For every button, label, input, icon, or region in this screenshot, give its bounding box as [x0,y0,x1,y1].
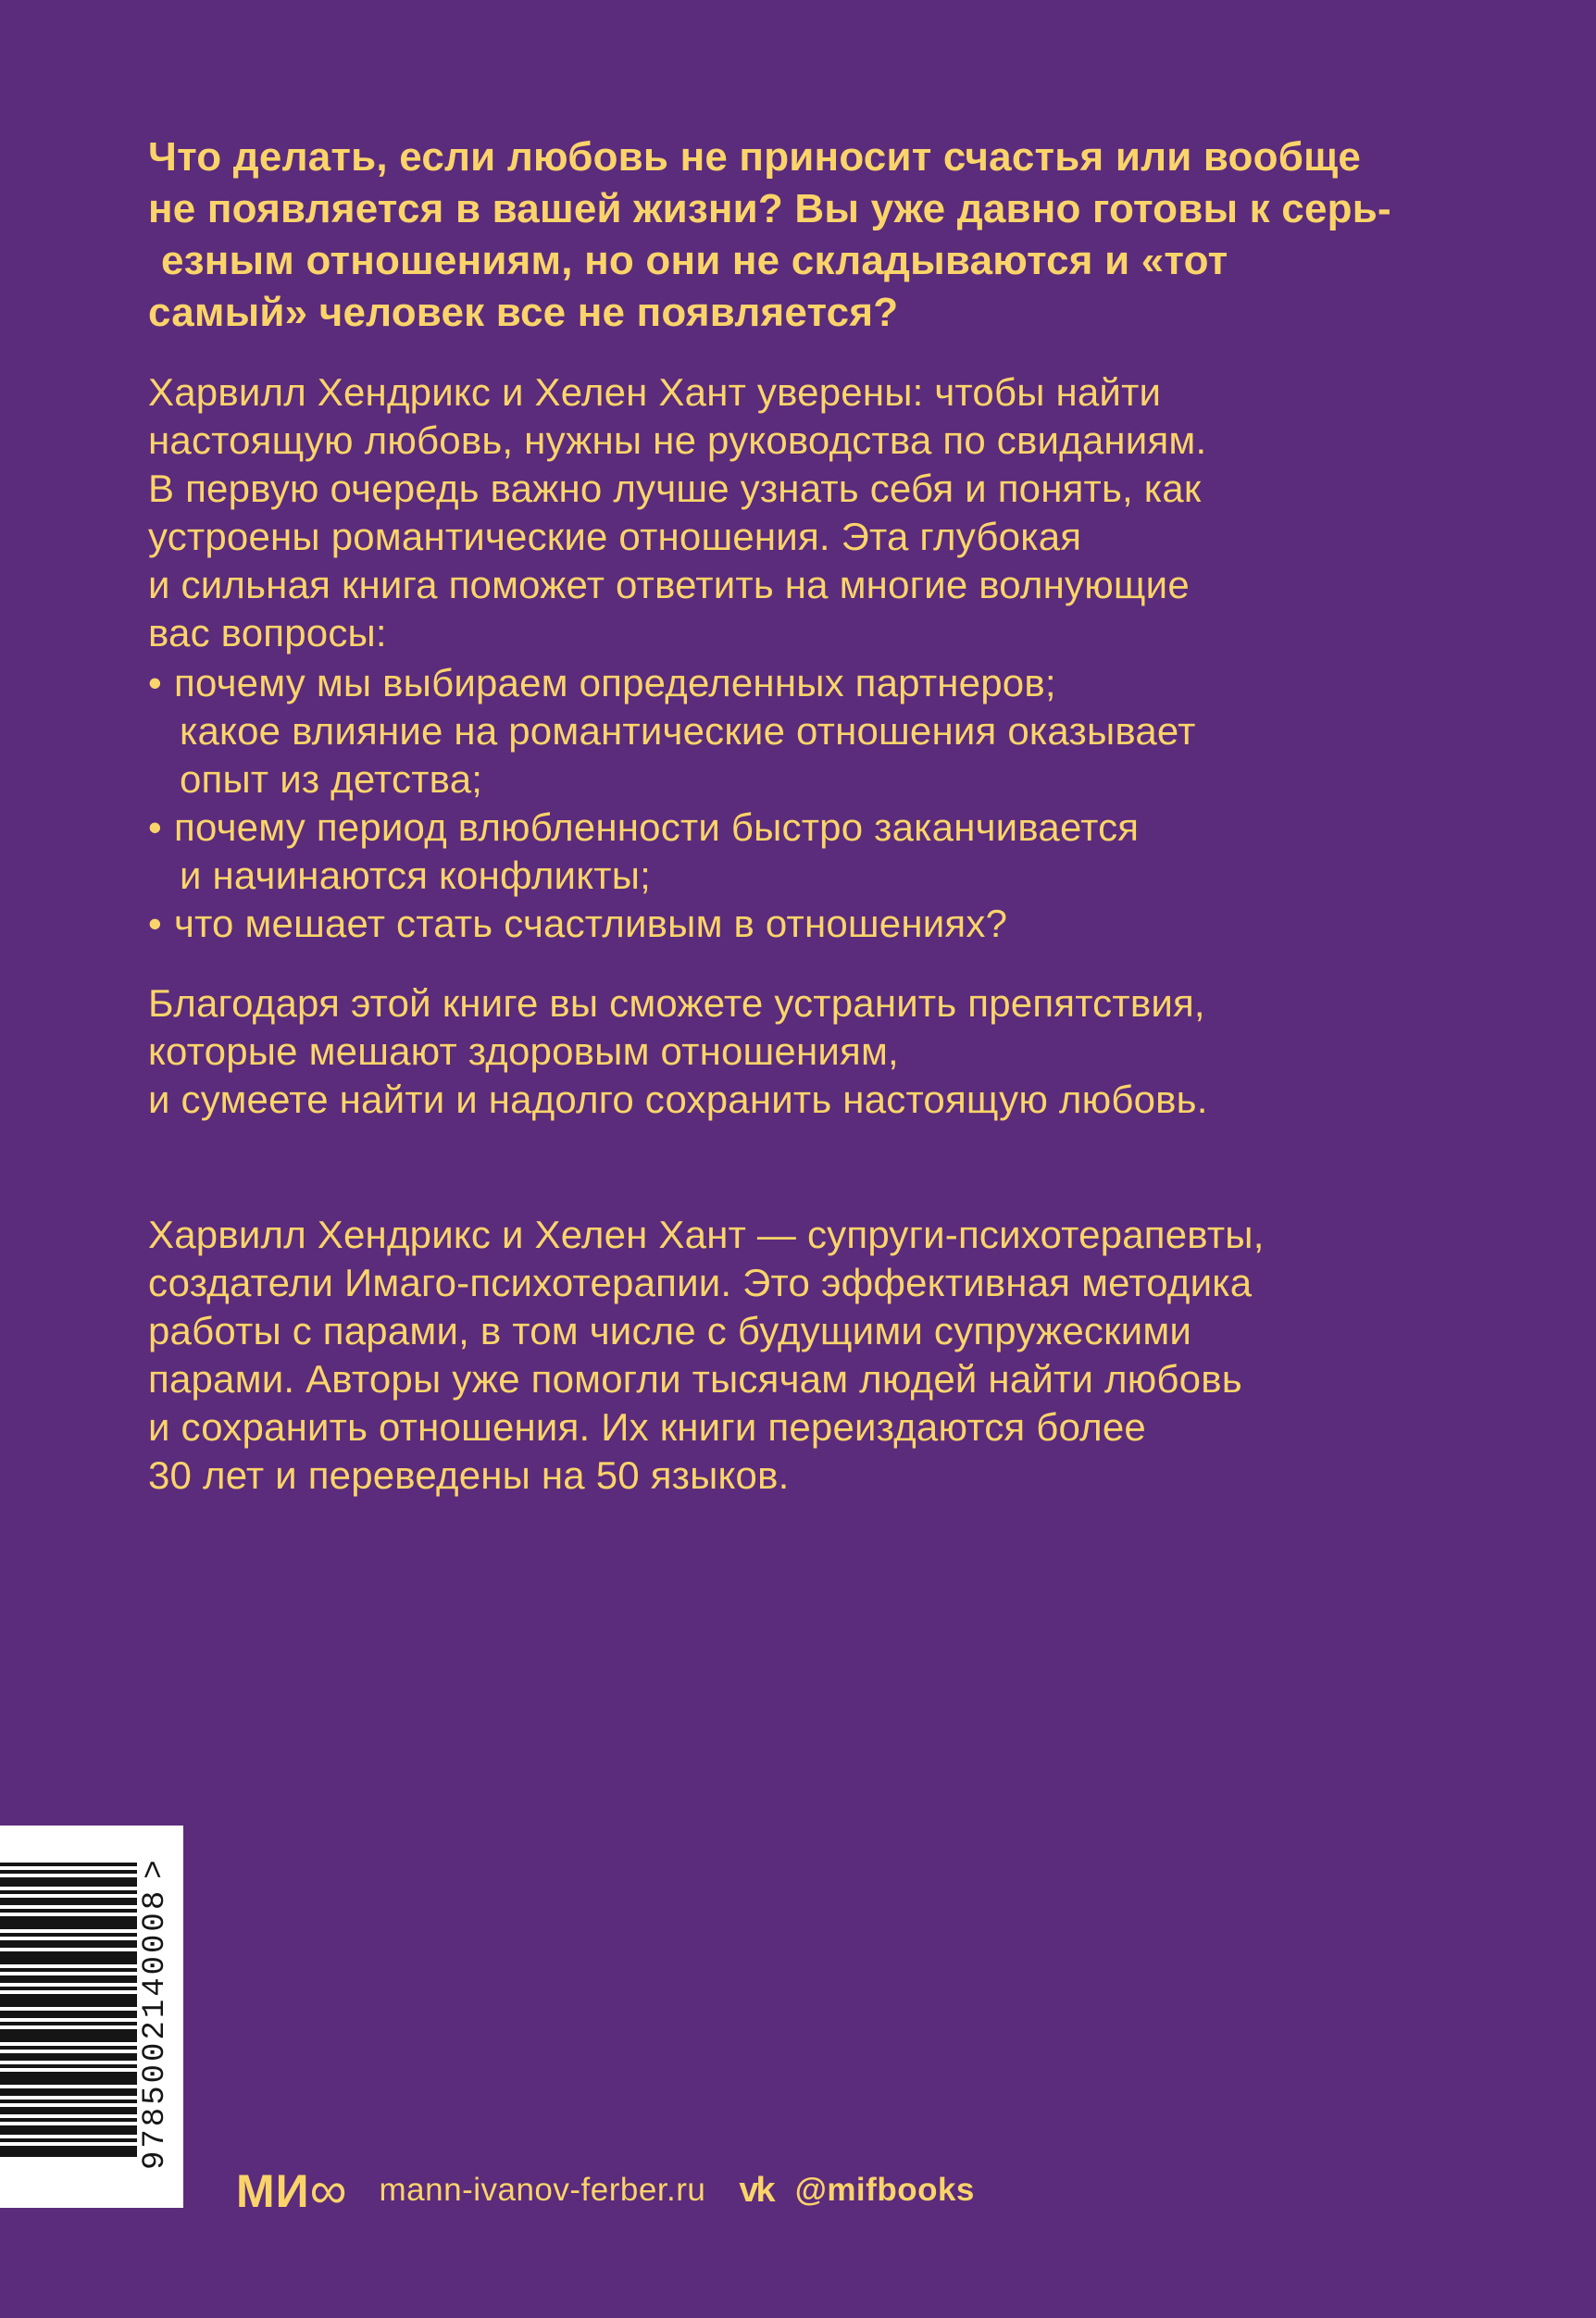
barcode-number [135,1860,176,2170]
closing-line: которые мешают здоровым отношениям, [148,1029,899,1073]
bio-line: парами. Авторы уже помогли тысячам людей найти любовь [148,1357,1242,1401]
bullet-line: опыт из детства; [180,757,483,801]
bio-line: работы с парами, в том числе с будущими супружескими [148,1309,1192,1352]
bullet-list [148,659,1196,948]
barcode-bars [0,1863,137,2157]
bullet-marker-icon: • [148,902,162,945]
bullet-item [148,900,1196,948]
barcode-arrow-icon: > [138,1860,173,1879]
intro-paragraph [148,368,1206,657]
closing-line: Благодаря этой книге вы сможете устранить препятствия, [148,981,1205,1025]
bio-line: и сохранить отношения. Их книги переиздаются более [148,1405,1146,1449]
publisher-site-url[interactable]: mann-ivanov-ferber.ru [379,2172,706,2208]
intro-line: и сильная книга поможет ответить на многие волнующие [148,563,1190,606]
vk-icon[interactable]: vk [739,2171,773,2210]
intro-line: настоящую любовь, нужны не руководства по свиданиям. [148,418,1207,462]
intro-line: В первую очередь важно лучше узнать себя и понять, как [148,467,1202,510]
bio-line: Харвилл Хендрикс и Хелен Хант — супруги-психотерапевты, [148,1213,1265,1256]
bio-line: создатели Имаго-психотерапии. Это эффективная методика [148,1261,1253,1304]
bullet-line: почему мы выбираем определенных партнеров; [174,661,1056,704]
intro-line: устроены романтические отношения. Эта глубокая [148,515,1082,558]
bullet-item [148,659,1196,804]
closing-paragraph [148,979,1208,1124]
headline [148,131,1391,339]
headline-line: самый» человек все не появляется? [148,290,899,335]
footer [236,2160,975,2219]
headline-line: езным отношениям, но они не складываются и «тот [161,238,1228,283]
bio-line: 30 лет и переведены на 50 языков. [148,1453,790,1497]
headline-line: не появляется в вашей жизни? Вы уже давно готовы к серь- [148,186,1391,231]
intro-line: Харвилл Хендрикс и Хелен Хант уверены: чтобы найти [148,370,1162,414]
barcode-digits: 9785002140008 [138,1888,173,2170]
vk-handle[interactable]: @mifbooks [794,2172,975,2208]
infinity-icon: ∞ [309,2160,348,2219]
closing-line: и сумеете найти и надолго сохранить настоящую любовь. [148,1078,1208,1121]
bullet-item [148,804,1196,900]
barcode [0,1826,183,2208]
intro-line: вас вопросы: [148,611,387,654]
author-bio [148,1211,1265,1500]
bullet-line: и начинаются конфликты; [180,854,651,897]
publisher-logo-mif [236,2160,348,2219]
bullet-line: почему период влюбленности быстро заканчивается [174,805,1140,849]
bullet-marker-icon: • [148,805,162,849]
bullet-line: какое влияние на романтические отношения оказывает [180,709,1196,753]
bullet-marker-icon: • [148,661,162,704]
bullet-line: что мешает стать счастливым в отношениях? [174,902,1008,945]
headline-line: Что делать, если любовь не приносит счастья или вообще [148,134,1362,180]
publisher-logo-letters: МИ [236,2164,310,2217]
